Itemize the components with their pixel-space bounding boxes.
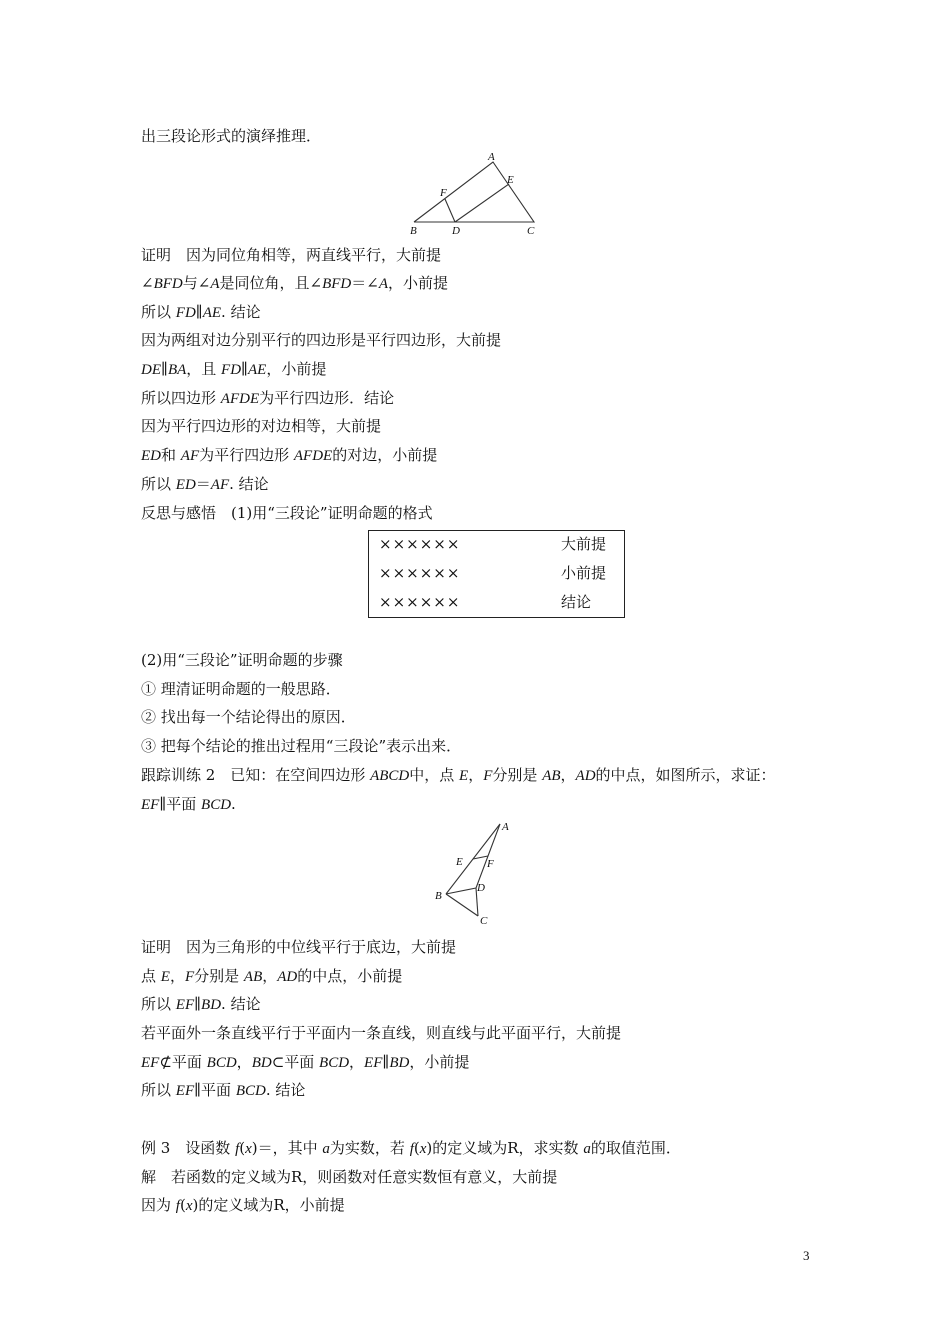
proof1-line5: DE∥BA，且 FD∥AE，小前提 xyxy=(141,360,327,378)
proof2-line5: EF⊄平面 BCD，BD⊂平面 BCD，EF∥BD，小前提 xyxy=(141,1053,470,1071)
proof2-line2: 点 E，F分别是 AB，AD的中点，小前提 xyxy=(141,967,403,985)
tetrahedron-figure xyxy=(430,816,520,928)
proof1-line7: 因为平行四边形的对边相等，大前提 xyxy=(141,417,382,435)
segment-de xyxy=(455,184,509,222)
proof1-line9: 所以 ED＝AF. 结论 xyxy=(141,475,269,493)
proof2-line6: 所以 EF∥平面 BCD. 结论 xyxy=(141,1081,306,1099)
example3-line3: 因为 f(x)的定义域为R，小前提 xyxy=(141,1196,345,1214)
label-d: D xyxy=(477,882,485,894)
proof1-line8: ED和 AF为平行四边形 AFDE的对边，小前提 xyxy=(141,446,438,464)
step-item: ② 找出每一个结论得出的原因． xyxy=(141,708,356,726)
label-c: C xyxy=(480,915,488,927)
label-b: B xyxy=(410,225,417,236)
label-c: C xyxy=(527,225,535,236)
triangle-figure xyxy=(408,148,548,236)
proof1-line4: 因为两组对边分别平行的四边形是平行四边形，大前提 xyxy=(141,331,502,349)
label-e: E xyxy=(507,174,514,186)
example3-line1: 例 3 设函数 f(x)＝，其中 a为实数，若 f(x)的定义域为R，求实数 a的取值范围． xyxy=(141,1139,681,1157)
table-row: ×××××× 小前提 xyxy=(379,564,607,582)
reflection-heading: 反思与感悟 (1)用“三段论”证明命题的格式 xyxy=(141,504,433,522)
step-item: ③ 把每个结论的推出过程用“三段论”表示出来． xyxy=(141,737,462,755)
proof1-line6: 所以四边形 AFDE为平行四边形．结论 xyxy=(141,389,395,407)
intro-line: 出三段论形式的演绎推理． xyxy=(141,127,322,145)
table-row: ×××××× 大前提 xyxy=(379,535,607,553)
steps-heading: (2)用“三段论”证明命题的步骤 xyxy=(141,651,343,669)
step-item: ① 理清证明命题的一般思路． xyxy=(141,680,341,698)
exercise2-line1: 跟踪训练 2 已知：在空间四边形 ABCD中，点 E，F分别是 AB，AD的中点，如图所示，求证： xyxy=(141,766,776,784)
proof1-line3: 所以 FD∥AE. 结论 xyxy=(141,303,261,321)
triangle-outline xyxy=(414,162,534,222)
segment-fd xyxy=(445,199,455,222)
label-f: F xyxy=(440,187,447,199)
label-e: E xyxy=(456,856,463,868)
label-a: A xyxy=(502,821,509,833)
proof2-line4: 若平面外一条直线平行于平面内一条直线，则直线与此平面平行，大前提 xyxy=(141,1024,622,1042)
proof1-line2: ∠BFD与∠A是同位角，且∠BFD＝∠A，小前提 xyxy=(141,274,448,292)
proof2-line1: 证明 因为三角形的中位线平行于底边，大前提 xyxy=(141,938,457,956)
label-d: D xyxy=(452,225,460,236)
proof1-line1: 证明 因为同位角相等，两直线平行，大前提 xyxy=(141,246,442,264)
page-number: 3 xyxy=(803,1248,810,1263)
proof2-line3: 所以 EF∥BD. 结论 xyxy=(141,995,261,1013)
exercise2-line2: EF∥平面 BCD. xyxy=(141,795,236,813)
label-f: F xyxy=(487,858,494,870)
table-row: ×××××× 结论 xyxy=(379,593,592,611)
edge-bc xyxy=(446,894,478,916)
example3-line2: 解 若函数的定义域为R，则函数对任意实数恒有意义，大前提 xyxy=(141,1168,558,1186)
label-a: A xyxy=(488,151,495,163)
label-b: B xyxy=(435,890,442,902)
syllogism-format-table xyxy=(368,530,625,618)
